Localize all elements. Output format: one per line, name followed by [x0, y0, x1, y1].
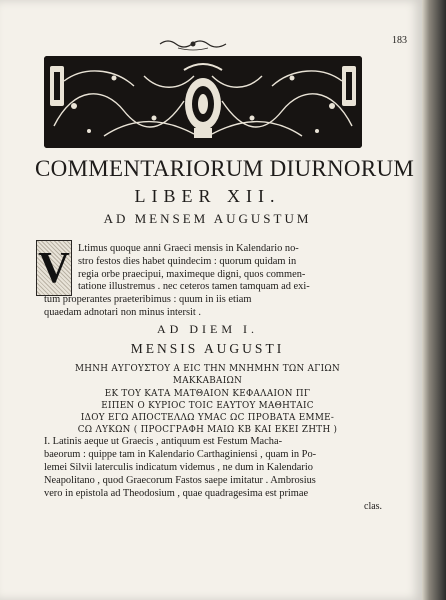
body-line: baeorum : quippe tam in Kalendario Carthaginiensi , quam in Po-	[44, 448, 317, 460]
top-flourish-ornament	[158, 36, 228, 52]
body-line: lemei Silvii laterculis indicatum videmus , ne dum in Kalendario	[44, 461, 313, 473]
page-edge-shadow	[422, 0, 446, 600]
month-heading: AD MENSEM AUGUSTUM	[103, 211, 312, 226]
greek-line: ΕΚ ΤΟΥ ΚΑΤΑ ΜΑΤΘΑΙΟΝ ΚΕΦΑΛΑΙΟΝ ΠΓ	[104, 389, 311, 399]
intro-paragraph	[78, 243, 310, 294]
intro-line: regia orbe praecipui, maximeque digni, quos commen-	[78, 268, 306, 280]
intro-line: Ltimus quoque anni Graeci mensis in Kalendario no-	[78, 243, 299, 254]
body-line: vero in epistola ad Theodosium , quae quadragesima est primae	[44, 487, 309, 499]
body-line: Neapolitano , quod Graecorum Fastos saepe imitatur . Ambrosius	[44, 474, 316, 486]
page-number: 183	[392, 35, 407, 46]
intro-line: stro festos dies habet quindecim : quorum quidam in	[78, 255, 297, 267]
book-number-title: LIBER XII.	[134, 186, 281, 206]
greek-line: ΜΗΝΗ ΑΥΓΟΥΣΤΟΥ Α ΕΙC ΤΗΝ ΜΝΗΜΗΝ ΤΩΝ ΑΓΙΩΝ	[74, 364, 341, 374]
greek-line: CΩ ΛΥΚΩΝ ( ΠΡΟCΓΡΑΦΗ ΜΑΙΩ ΚΒ ΚΑΙ ΕΚΕΙ ΖΗΤΗ )	[77, 425, 338, 435]
month-subheading: MENSIS AUGUSTI	[130, 341, 285, 356]
body-line: I. Latinis aeque ut Graecis , antiquum est Festum Macha-	[44, 436, 283, 447]
intro-line: quaedam adnotari non minus intersit .	[44, 306, 201, 318]
intro-line: tatione illustremus . nec ceteros tamen tamquam ad exi-	[78, 281, 310, 293]
greek-line: ΜΑΚΚΑΒΑΙΩΝ	[172, 376, 243, 386]
body-paragraph	[44, 436, 316, 501]
intro-paragraph-continued	[44, 294, 251, 320]
day-heading: AD DIEM I.	[157, 322, 258, 336]
greek-line: ΕΙΠΕΝ Ο ΚΥΡΙΟC ΤΟΙC ΕΑΥΤΟΥ ΜΑΘΗΤΑΙC	[101, 401, 314, 411]
decorative-headpiece	[44, 56, 362, 148]
main-title: COMMENTARIORUM DIURNORUM	[35, 156, 415, 181]
initial-letter: V	[38, 243, 70, 292]
intro-line: tum properantes praeteribimus : quum in iis etiam	[44, 294, 252, 305]
greek-line: ΙΔΟΥ ΕΓΩ ΑΠΟCΤΕΛΛΩ ΥΜΑC ΩC ΠΡΟΒΑΤΑ ΕΜΜΕ-	[80, 413, 335, 423]
catchword: clas.	[364, 501, 383, 512]
decorated-initial	[36, 240, 72, 296]
